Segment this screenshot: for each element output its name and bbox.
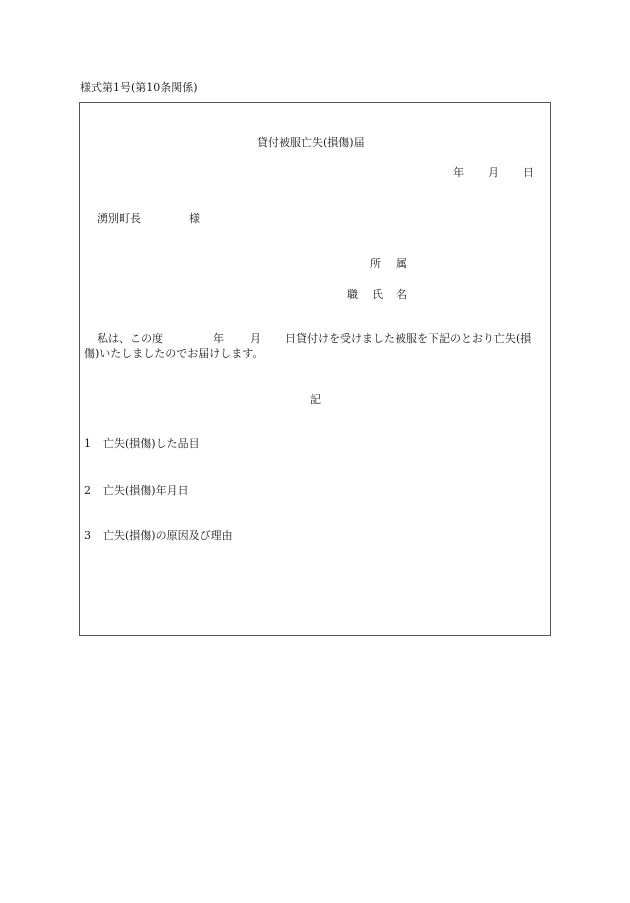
name-label-char-2: 氏 — [372, 288, 383, 301]
addressee-name: 湧別町長 — [97, 212, 141, 225]
body-year-label: 年 — [213, 332, 224, 345]
ki-heading: 記 — [310, 393, 321, 406]
body-intro: 私は、この度 — [97, 332, 163, 345]
date-month-label: 月 — [488, 166, 499, 179]
item-2-number: 2 — [84, 484, 91, 497]
date-year-label: 年 — [453, 166, 464, 179]
item-3-number: 3 — [84, 529, 91, 542]
name-label-char-3: 名 — [396, 288, 407, 301]
body-text-line-2: 傷)いたしましたのでお届けします。 — [84, 347, 264, 360]
item-1-label: 亡失(損傷)した品目 — [103, 437, 200, 450]
date-day-label: 日 — [523, 166, 534, 179]
body-month-label: 月 — [250, 332, 261, 345]
item-3-label: 亡失(損傷)の原因及び理由 — [103, 529, 233, 542]
form-title: 貸付被服亡失(損傷)届 — [257, 136, 365, 149]
body-text-rest: 日貸付けを受けました被服を下記のとおり亡失(損 — [285, 332, 532, 345]
item-1-number: 1 — [84, 437, 91, 450]
addressee-honorific: 様 — [189, 212, 200, 225]
body-text-line-1 — [97, 333, 163, 344]
form-frame — [79, 102, 551, 636]
item-2-label: 亡失(損傷)年月日 — [103, 484, 189, 497]
affiliation-label-char-1: 所 — [370, 257, 381, 270]
form-number: 様式第1号(第10条関係) — [80, 81, 198, 94]
affiliation-label-char-2: 属 — [396, 257, 407, 270]
name-label-char-1: 職 — [347, 288, 358, 301]
